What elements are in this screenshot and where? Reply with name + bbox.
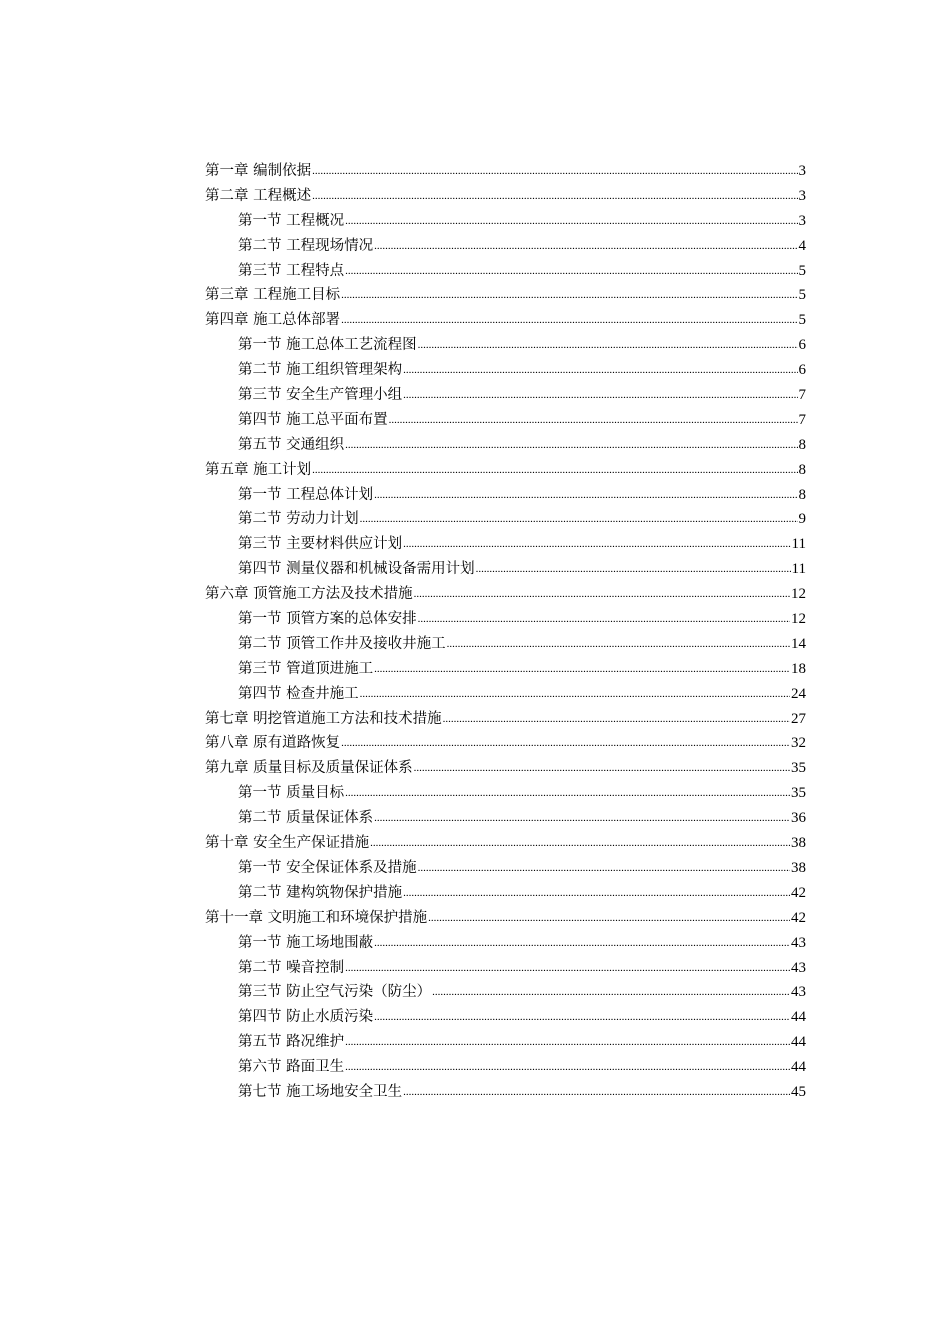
toc-entry-label: 第二节 工程现场情况 — [238, 237, 374, 254]
toc-entry-label: 第二节 施工组织管理架构 — [238, 362, 403, 379]
toc-dot-leader — [414, 581, 790, 607]
toc-entry-label: 第五节 交通组织 — [238, 436, 345, 453]
toc-entry-label: 第二节 劳动力计划 — [238, 511, 359, 528]
toc-entry-label: 第一节 质量目标 — [238, 785, 345, 802]
toc-page-number: 3 — [798, 163, 806, 179]
toc-dot-leader — [345, 955, 790, 981]
toc-page-number: 12 — [791, 611, 806, 628]
toc-section-entry[interactable] — [205, 507, 806, 532]
toc-entry-label: 第七节 施工场地安全卫生 — [238, 1083, 403, 1100]
toc-page-number: 42 — [791, 884, 806, 901]
toc-entry-label: 第四节 防止水质污染 — [238, 1009, 374, 1026]
toc-page-number: 5 — [798, 312, 806, 329]
toc-dot-leader — [389, 407, 798, 433]
toc-page-number: 35 — [791, 785, 806, 802]
toc-section-entry[interactable] — [205, 234, 806, 259]
toc-page-number: 4 — [798, 237, 806, 254]
toc-entry-label: 第二节 噪音控制 — [238, 959, 345, 976]
toc-dot-leader — [403, 531, 790, 557]
toc-section-entry[interactable] — [205, 632, 806, 657]
toc-dot-leader — [345, 780, 790, 806]
toc-section-entry[interactable] — [205, 881, 806, 906]
toc-entry-label: 第二节 建构筑物保护措施 — [238, 884, 403, 901]
toc-page-number: 42 — [791, 909, 806, 926]
toc-page-number: 38 — [791, 835, 806, 852]
table-of-contents — [205, 159, 806, 1105]
toc-page-number: 11 — [791, 561, 806, 578]
toc-entry-label: 第四节 施工总平面布置 — [238, 411, 388, 428]
toc-entry-label: 第三节 安全生产管理小组 — [238, 387, 403, 404]
toc-entry-label: 第四节 检查井施工 — [238, 685, 359, 702]
toc-section-entry[interactable] — [205, 956, 806, 981]
toc-entry-label: 第一节 施工总体工艺流程图 — [238, 337, 417, 354]
toc-entry-label: 第三节 主要材料供应计划 — [238, 536, 403, 553]
toc-dot-leader — [443, 706, 790, 732]
toc-dot-leader — [374, 805, 790, 831]
toc-page-number: 8 — [798, 461, 806, 478]
toc-page-number: 24 — [791, 685, 806, 702]
toc-dot-leader — [374, 1004, 790, 1030]
toc-page-number: 8 — [798, 436, 806, 453]
toc-page-number: 45 — [791, 1083, 806, 1100]
toc-page-number: 44 — [791, 1059, 806, 1076]
toc-dot-leader — [403, 382, 797, 408]
toc-entry-label: 第七章 明挖管道施工方法和技术措施 — [205, 710, 442, 727]
toc-page-number: 44 — [791, 1034, 806, 1051]
toc-section-entry[interactable] — [205, 856, 806, 881]
toc-section-entry[interactable] — [205, 483, 806, 508]
toc-page-number: 5 — [798, 262, 806, 279]
toc-page-number: 38 — [791, 859, 806, 876]
toc-page-number: 18 — [791, 660, 806, 677]
toc-chapter-entry[interactable] — [205, 184, 806, 209]
toc-dot-leader — [418, 332, 798, 358]
toc-section-entry[interactable] — [205, 433, 806, 458]
toc-section-entry[interactable] — [205, 1055, 806, 1080]
toc-dot-leader — [403, 880, 790, 906]
toc-chapter-entry[interactable] — [205, 458, 806, 483]
toc-dot-leader — [374, 930, 790, 956]
toc-section-entry[interactable] — [205, 333, 806, 358]
toc-dot-leader — [418, 606, 790, 632]
toc-page-number: 7 — [798, 411, 806, 428]
toc-dot-leader — [341, 282, 797, 308]
toc-page-number: 27 — [791, 710, 806, 727]
toc-section-entry[interactable] — [205, 532, 806, 557]
toc-entry-label: 第一节 施工场地围蔽 — [238, 934, 374, 951]
toc-section-entry[interactable] — [205, 383, 806, 408]
toc-dot-leader — [345, 208, 797, 234]
toc-chapter-entry[interactable] — [205, 831, 806, 856]
toc-section-entry[interactable] — [205, 209, 806, 234]
toc-page-number: 9 — [798, 511, 806, 528]
toc-entry-label: 第三章 工程施工目标 — [205, 287, 341, 304]
toc-entry-label: 第五章 施工计划 — [205, 461, 312, 478]
toc-chapter-entry[interactable] — [205, 707, 806, 732]
toc-entry-label: 第八章 原有道路恢复 — [205, 735, 341, 752]
toc-entry-label: 第三节 防止空气污染（防尘） — [238, 984, 432, 1001]
toc-dot-leader — [345, 1054, 790, 1080]
toc-entry-label: 第六节 路面卫生 — [238, 1059, 345, 1076]
toc-dot-leader — [414, 755, 790, 781]
toc-dot-leader — [447, 631, 790, 657]
toc-dot-leader — [403, 1079, 790, 1105]
toc-chapter-entry[interactable] — [205, 283, 806, 308]
toc-page-number: 43 — [791, 984, 806, 1001]
toc-dot-leader — [345, 1029, 790, 1055]
toc-dot-leader — [476, 556, 791, 582]
toc-page-number: 35 — [791, 760, 806, 777]
toc-entry-label: 第一节 顶管方案的总体安排 — [238, 611, 417, 628]
toc-dot-leader — [341, 730, 790, 756]
toc-entry-label: 第十一章 文明施工和环境保护措施 — [205, 909, 428, 926]
toc-section-entry[interactable] — [205, 931, 806, 956]
toc-section-entry[interactable] — [205, 1030, 806, 1055]
toc-dot-leader — [374, 482, 797, 508]
toc-page-number: 6 — [798, 362, 806, 379]
toc-entry-label: 第六章 顶管施工方法及技术措施 — [205, 586, 413, 603]
toc-page-number: 36 — [791, 810, 806, 827]
toc-chapter-entry[interactable] — [205, 906, 806, 931]
toc-dot-leader — [360, 506, 798, 532]
toc-section-entry[interactable] — [205, 557, 806, 582]
toc-section-entry[interactable] — [205, 980, 806, 1005]
toc-chapter-entry[interactable] — [205, 731, 806, 756]
toc-entry-label: 第五节 路况维护 — [238, 1034, 345, 1051]
toc-section-entry[interactable] — [205, 358, 806, 383]
toc-dot-leader — [360, 681, 790, 707]
toc-page-number: 14 — [791, 635, 806, 652]
toc-dot-leader — [312, 457, 797, 483]
toc-entry-label: 第九章 质量目标及质量保证体系 — [205, 760, 413, 777]
toc-entry-label: 第三节 管道顶进施工 — [238, 660, 374, 677]
toc-section-entry[interactable] — [205, 1080, 806, 1105]
toc-entry-label: 第三节 工程特点 — [238, 262, 345, 279]
toc-entry-label: 第十章 安全生产保证措施 — [205, 835, 370, 852]
toc-page-number: 3 — [798, 187, 806, 204]
toc-chapter-entry[interactable] — [205, 159, 806, 184]
toc-entry-label: 第一章 编制依据 — [205, 163, 312, 179]
toc-page-number: 8 — [798, 486, 806, 503]
toc-dot-leader — [312, 158, 797, 184]
toc-dot-leader — [345, 432, 797, 458]
toc-page-number: 7 — [798, 387, 806, 404]
toc-entry-label: 第一节 工程概况 — [238, 212, 345, 229]
toc-section-entry[interactable] — [205, 806, 806, 831]
toc-dot-leader — [341, 307, 797, 333]
toc-section-entry[interactable] — [205, 408, 806, 433]
toc-page-number: 12 — [791, 586, 806, 603]
toc-page-number: 11 — [791, 536, 806, 553]
toc-section-entry[interactable] — [205, 682, 806, 707]
toc-entry-label: 第四章 施工总体部署 — [205, 312, 341, 329]
toc-section-entry[interactable] — [205, 607, 806, 632]
toc-section-entry[interactable] — [205, 1005, 806, 1030]
toc-page-number: 44 — [791, 1009, 806, 1026]
toc-page-number: 43 — [791, 934, 806, 951]
toc-dot-leader — [345, 258, 797, 284]
toc-section-entry[interactable] — [205, 781, 806, 806]
toc-section-entry[interactable] — [205, 657, 806, 682]
toc-dot-leader — [370, 830, 790, 856]
toc-dot-leader — [374, 233, 797, 259]
toc-dot-leader — [374, 656, 790, 682]
toc-dot-leader — [312, 183, 797, 209]
toc-dot-leader — [403, 357, 797, 383]
toc-page-number: 32 — [791, 735, 806, 752]
toc-entry-label: 第四节 测量仪器和机械设备需用计划 — [238, 561, 475, 578]
toc-dot-leader — [418, 855, 790, 881]
toc-section-entry[interactable] — [205, 259, 806, 284]
toc-entry-label: 第一节 工程总体计划 — [238, 486, 374, 503]
toc-page-number: 5 — [798, 287, 806, 304]
toc-entry-label: 第一节 安全保证体系及措施 — [238, 859, 417, 876]
toc-chapter-entry[interactable] — [205, 582, 806, 607]
toc-page-number: 6 — [798, 337, 806, 354]
toc-chapter-entry[interactable] — [205, 308, 806, 333]
toc-entry-label: 第二章 工程概述 — [205, 187, 312, 204]
toc-entry-label: 第二节 顶管工作井及接收井施工 — [238, 635, 446, 652]
toc-entry-label: 第二节 质量保证体系 — [238, 810, 374, 827]
toc-dot-leader — [428, 905, 790, 931]
toc-page-number: 3 — [798, 212, 806, 229]
toc-page-number: 43 — [791, 959, 806, 976]
toc-chapter-entry[interactable] — [205, 756, 806, 781]
toc-dot-leader — [432, 979, 790, 1005]
